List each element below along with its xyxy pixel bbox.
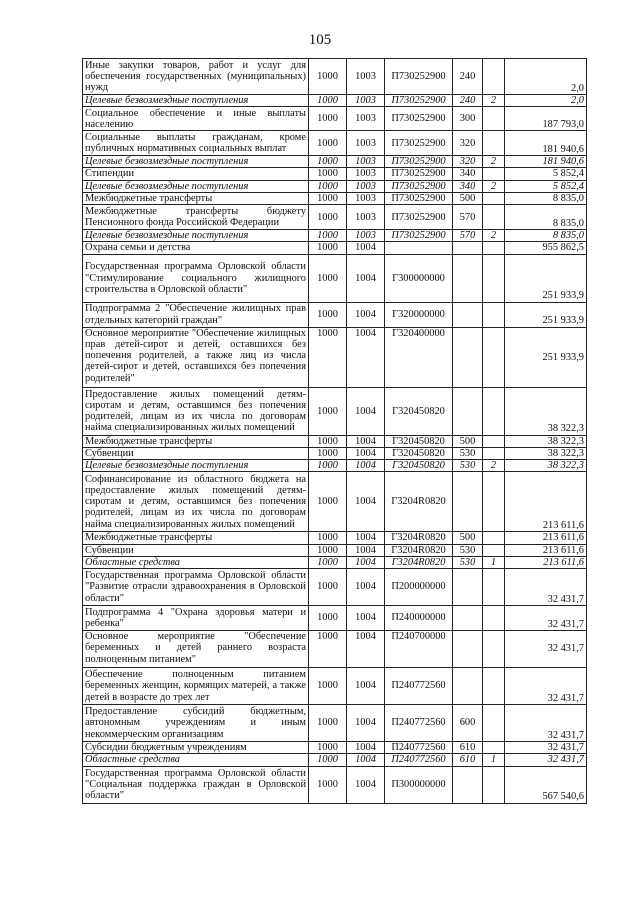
amount-cell: 251 933,9 bbox=[505, 327, 587, 387]
subsection-code-cell: 1004 bbox=[347, 754, 385, 766]
target-article-code-cell: П240700000 bbox=[385, 631, 453, 668]
amount-cell: 187 793,0 bbox=[505, 107, 587, 131]
expense-type-code-cell bbox=[453, 766, 483, 803]
section-code-cell: 1000 bbox=[309, 107, 347, 131]
funding-source-code-cell: 2 bbox=[483, 95, 505, 107]
subsection-code-cell: 1004 bbox=[347, 242, 385, 254]
expense-type-code-cell bbox=[453, 302, 483, 327]
expense-type-code-cell: 530 bbox=[453, 447, 483, 459]
section-code-cell: 1000 bbox=[309, 254, 347, 302]
table-row bbox=[83, 742, 587, 754]
section-code-cell: 1000 bbox=[309, 230, 347, 242]
table-row bbox=[83, 95, 587, 107]
funding-source-code-cell bbox=[483, 242, 505, 254]
table-row bbox=[83, 131, 587, 156]
section-code-cell: 1000 bbox=[309, 387, 347, 435]
row-name-cell: Стипендии bbox=[83, 168, 309, 180]
target-article-code-cell: П730252900 bbox=[385, 95, 453, 107]
table-row bbox=[83, 387, 587, 435]
expense-type-code-cell bbox=[453, 254, 483, 302]
amount-cell: 5 852,4 bbox=[505, 180, 587, 192]
section-code-cell: 1000 bbox=[309, 742, 347, 754]
funding-source-code-cell bbox=[483, 606, 505, 631]
row-name-cell: Целевые безвозмездные поступления bbox=[83, 460, 309, 472]
section-code-cell: 1000 bbox=[309, 447, 347, 459]
subsection-code-cell: 1004 bbox=[347, 254, 385, 302]
subsection-code-cell: 1004 bbox=[347, 742, 385, 754]
subsection-code-cell: 1004 bbox=[347, 435, 385, 447]
expense-type-code-cell bbox=[453, 327, 483, 387]
amount-cell: 213 611,6 bbox=[505, 556, 587, 568]
table-row bbox=[83, 192, 587, 204]
target-article-code-cell: Г300000000 bbox=[385, 254, 453, 302]
subsection-code-cell: 1003 bbox=[347, 59, 385, 95]
subsection-code-cell: 1004 bbox=[347, 532, 385, 544]
subsection-code-cell: 1004 bbox=[347, 460, 385, 472]
target-article-code-cell: П240772560 bbox=[385, 705, 453, 742]
table-row bbox=[83, 59, 587, 95]
expense-type-code-cell: 610 bbox=[453, 742, 483, 754]
row-name-cell: Государственная программа Орловской области "Стимулирование социального жилищного строительства в Орловской области" bbox=[83, 254, 309, 302]
target-article-code-cell: П240772560 bbox=[385, 668, 453, 705]
expense-type-code-cell: 500 bbox=[453, 532, 483, 544]
expense-type-code-cell: 600 bbox=[453, 705, 483, 742]
funding-source-code-cell bbox=[483, 302, 505, 327]
funding-source-code-cell bbox=[483, 168, 505, 180]
section-code-cell: 1000 bbox=[309, 435, 347, 447]
subsection-code-cell: 1004 bbox=[347, 544, 385, 556]
target-article-code-cell: П730252900 bbox=[385, 168, 453, 180]
subsection-code-cell: 1003 bbox=[347, 168, 385, 180]
expense-type-code-cell: 340 bbox=[453, 168, 483, 180]
amount-cell: 213 611,6 bbox=[505, 532, 587, 544]
table-row bbox=[83, 242, 587, 254]
row-name-cell: Межбюджетные трансферты бюджету Пенсионного фонда Российской Федерации bbox=[83, 205, 309, 230]
row-name-cell: Предоставление жилых помещений детям-сиротам и детям, оставшимся без попечения родителей, лицам из их числа по договорам найма специализированных жилых помещений bbox=[83, 387, 309, 435]
subsection-code-cell: 1004 bbox=[347, 668, 385, 705]
subsection-code-cell: 1004 bbox=[347, 472, 385, 532]
expense-type-code-cell: 530 bbox=[453, 544, 483, 556]
row-name-cell: Целевые безвозмездные поступления bbox=[83, 180, 309, 192]
amount-cell: 38 322,3 bbox=[505, 387, 587, 435]
target-article-code-cell: Г320450820 bbox=[385, 460, 453, 472]
amount-cell: 251 933,9 bbox=[505, 254, 587, 302]
row-name-cell: Иные закупки товаров, работ и услуг для обеспечения государственных (муниципальных) нужд bbox=[83, 59, 309, 95]
amount-cell: 567 540,6 bbox=[505, 766, 587, 803]
funding-source-code-cell bbox=[483, 447, 505, 459]
target-article-code-cell: П200000000 bbox=[385, 569, 453, 606]
expense-type-code-cell bbox=[453, 472, 483, 532]
expense-type-code-cell: 320 bbox=[453, 131, 483, 156]
target-article-code-cell: П240000000 bbox=[385, 606, 453, 631]
subsection-code-cell: 1004 bbox=[347, 631, 385, 668]
expense-type-code-cell: 570 bbox=[453, 230, 483, 242]
section-code-cell: 1000 bbox=[309, 302, 347, 327]
table-row bbox=[83, 705, 587, 742]
row-name-cell: Основное мероприятие "Обеспечение жилищных прав детей-сирот и детей, оставшихся без попечения родителей, а также лиц из числа детей-сирот и детей, оставшихся без попечения родителей" bbox=[83, 327, 309, 387]
table-row bbox=[83, 302, 587, 327]
table-row bbox=[83, 327, 587, 387]
expense-type-code-cell: 530 bbox=[453, 556, 483, 568]
subsection-code-cell: 1004 bbox=[347, 327, 385, 387]
section-code-cell: 1000 bbox=[309, 131, 347, 156]
table-row bbox=[83, 230, 587, 242]
expense-type-code-cell bbox=[453, 569, 483, 606]
amount-cell: 32 431,7 bbox=[505, 606, 587, 631]
target-article-code-cell: П730252900 bbox=[385, 59, 453, 95]
row-name-cell: Областные средства bbox=[83, 556, 309, 568]
target-article-code-cell: П730252900 bbox=[385, 131, 453, 156]
amount-cell: 213 611,6 bbox=[505, 544, 587, 556]
row-name-cell: Софинансирование из областного бюджета на предоставление жилых помещений детям-сиротам и детям, оставшимся без попечения родителей, лицам из их числа по договорам найма специализированных жилых помещений bbox=[83, 472, 309, 532]
expense-type-code-cell bbox=[453, 606, 483, 631]
amount-cell: 8 835,0 bbox=[505, 230, 587, 242]
amount-cell: 251 933,9 bbox=[505, 302, 587, 327]
funding-source-code-cell bbox=[483, 59, 505, 95]
funding-source-code-cell bbox=[483, 631, 505, 668]
section-code-cell: 1000 bbox=[309, 532, 347, 544]
section-code-cell: 1000 bbox=[309, 156, 347, 168]
funding-source-code-cell bbox=[483, 131, 505, 156]
funding-source-code-cell bbox=[483, 569, 505, 606]
funding-source-code-cell bbox=[483, 205, 505, 230]
target-article-code-cell: Г320450820 bbox=[385, 387, 453, 435]
row-name-cell: Предоставление субсидий бюджетным, автономным учреждениям и иным некоммерческим организациям bbox=[83, 705, 309, 742]
section-code-cell: 1000 bbox=[309, 460, 347, 472]
expense-type-code-cell: 500 bbox=[453, 435, 483, 447]
section-code-cell: 1000 bbox=[309, 180, 347, 192]
target-article-code-cell: Г320000000 bbox=[385, 302, 453, 327]
subsection-code-cell: 1003 bbox=[347, 156, 385, 168]
subsection-code-cell: 1004 bbox=[347, 556, 385, 568]
target-article-code-cell: Г3204R0820 bbox=[385, 556, 453, 568]
budget-table bbox=[82, 58, 587, 804]
section-code-cell: 1000 bbox=[309, 668, 347, 705]
target-article-code-cell: Г3204R0820 bbox=[385, 472, 453, 532]
target-article-code-cell: П730252900 bbox=[385, 156, 453, 168]
expense-type-code-cell: 500 bbox=[453, 192, 483, 204]
table-row bbox=[83, 472, 587, 532]
subsection-code-cell: 1003 bbox=[347, 180, 385, 192]
funding-source-code-cell bbox=[483, 532, 505, 544]
section-code-cell: 1000 bbox=[309, 631, 347, 668]
amount-cell: 38 322,3 bbox=[505, 435, 587, 447]
amount-cell: 8 835,0 bbox=[505, 192, 587, 204]
target-article-code-cell bbox=[385, 242, 453, 254]
expense-type-code-cell: 320 bbox=[453, 156, 483, 168]
table-row bbox=[83, 569, 587, 606]
expense-type-code-cell: 610 bbox=[453, 754, 483, 766]
row-name-cell: Охрана семьи и детства bbox=[83, 242, 309, 254]
funding-source-code-cell bbox=[483, 327, 505, 387]
funding-source-code-cell bbox=[483, 766, 505, 803]
subsection-code-cell: 1004 bbox=[347, 606, 385, 631]
expense-type-code-cell: 240 bbox=[453, 95, 483, 107]
section-code-cell: 1000 bbox=[309, 472, 347, 532]
funding-source-code-cell bbox=[483, 387, 505, 435]
amount-cell: 32 431,7 bbox=[505, 631, 587, 668]
amount-cell: 8 835,0 bbox=[505, 205, 587, 230]
section-code-cell: 1000 bbox=[309, 569, 347, 606]
amount-cell: 181 940,6 bbox=[505, 131, 587, 156]
row-name-cell: Межбюджетные трансферты bbox=[83, 435, 309, 447]
funding-source-code-cell bbox=[483, 705, 505, 742]
table-row bbox=[83, 556, 587, 568]
table-row bbox=[83, 254, 587, 302]
table-row bbox=[83, 766, 587, 803]
row-name-cell: Целевые безвозмездные поступления bbox=[83, 230, 309, 242]
target-article-code-cell: П730252900 bbox=[385, 192, 453, 204]
target-article-code-cell: П240772560 bbox=[385, 742, 453, 754]
row-name-cell: Субвенции bbox=[83, 544, 309, 556]
section-code-cell: 1000 bbox=[309, 192, 347, 204]
target-article-code-cell: П300000000 bbox=[385, 766, 453, 803]
section-code-cell: 1000 bbox=[309, 754, 347, 766]
expense-type-code-cell: 530 bbox=[453, 460, 483, 472]
section-code-cell: 1000 bbox=[309, 544, 347, 556]
target-article-code-cell: П240772560 bbox=[385, 754, 453, 766]
funding-source-code-cell bbox=[483, 254, 505, 302]
funding-source-code-cell: 2 bbox=[483, 156, 505, 168]
expense-type-code-cell bbox=[453, 387, 483, 435]
subsection-code-cell: 1003 bbox=[347, 95, 385, 107]
row-name-cell: Основное мероприятие "Обеспечение беременных и детей раннего возраста полноценным питанием" bbox=[83, 631, 309, 668]
section-code-cell: 1000 bbox=[309, 705, 347, 742]
subsection-code-cell: 1003 bbox=[347, 205, 385, 230]
funding-source-code-cell: 1 bbox=[483, 556, 505, 568]
table-row bbox=[83, 754, 587, 766]
funding-source-code-cell: 2 bbox=[483, 460, 505, 472]
expense-type-code-cell: 300 bbox=[453, 107, 483, 131]
row-name-cell: Обеспечение полноценным питанием беременных женщин, кормящих матерей, а также детей в возрасте до трех лет bbox=[83, 668, 309, 705]
row-name-cell: Субсидии бюджетным учреждениям bbox=[83, 742, 309, 754]
table-row bbox=[83, 532, 587, 544]
row-name-cell: Межбюджетные трансферты bbox=[83, 192, 309, 204]
table-row bbox=[83, 606, 587, 631]
expense-type-code-cell bbox=[453, 631, 483, 668]
subsection-code-cell: 1003 bbox=[347, 131, 385, 156]
subsection-code-cell: 1004 bbox=[347, 447, 385, 459]
funding-source-code-cell bbox=[483, 107, 505, 131]
funding-source-code-cell: 1 bbox=[483, 754, 505, 766]
table-row bbox=[83, 668, 587, 705]
funding-source-code-cell bbox=[483, 742, 505, 754]
funding-source-code-cell bbox=[483, 668, 505, 705]
table-row bbox=[83, 180, 587, 192]
target-article-code-cell: П730252900 bbox=[385, 230, 453, 242]
subsection-code-cell: 1004 bbox=[347, 387, 385, 435]
amount-cell: 32 431,7 bbox=[505, 569, 587, 606]
expense-type-code-cell: 570 bbox=[453, 205, 483, 230]
subsection-code-cell: 1004 bbox=[347, 302, 385, 327]
target-article-code-cell: Г3204R0820 bbox=[385, 532, 453, 544]
section-code-cell: 1000 bbox=[309, 766, 347, 803]
amount-cell: 32 431,7 bbox=[505, 742, 587, 754]
target-article-code-cell: Г320400000 bbox=[385, 327, 453, 387]
section-code-cell: 1000 bbox=[309, 168, 347, 180]
row-name-cell: Государственная программа Орловской области "Социальная поддержка граждан в Орловской области" bbox=[83, 766, 309, 803]
funding-source-code-cell bbox=[483, 435, 505, 447]
budget-table-body bbox=[83, 59, 587, 804]
target-article-code-cell: П730252900 bbox=[385, 180, 453, 192]
amount-cell: 213 611,6 bbox=[505, 472, 587, 532]
table-row bbox=[83, 168, 587, 180]
amount-cell: 2,0 bbox=[505, 95, 587, 107]
row-name-cell: Межбюджетные трансферты bbox=[83, 532, 309, 544]
funding-source-code-cell bbox=[483, 472, 505, 532]
target-article-code-cell: Г3204R0820 bbox=[385, 544, 453, 556]
section-code-cell: 1000 bbox=[309, 242, 347, 254]
subsection-code-cell: 1004 bbox=[347, 766, 385, 803]
page-number: 105 bbox=[308, 32, 332, 48]
row-name-cell: Целевые безвозмездные поступления bbox=[83, 95, 309, 107]
table-row bbox=[83, 631, 587, 668]
amount-cell: 181 940,6 bbox=[505, 156, 587, 168]
target-article-code-cell: П730252900 bbox=[385, 205, 453, 230]
target-article-code-cell: Г320450820 bbox=[385, 435, 453, 447]
row-name-cell: Областные средства bbox=[83, 754, 309, 766]
amount-cell: 32 431,7 bbox=[505, 668, 587, 705]
section-code-cell: 1000 bbox=[309, 95, 347, 107]
subsection-code-cell: 1004 bbox=[347, 705, 385, 742]
table-row bbox=[83, 107, 587, 131]
section-code-cell: 1000 bbox=[309, 327, 347, 387]
section-code-cell: 1000 bbox=[309, 59, 347, 95]
expense-type-code-cell: 340 bbox=[453, 180, 483, 192]
amount-cell: 955 862,5 bbox=[505, 242, 587, 254]
amount-cell: 5 852,4 bbox=[505, 168, 587, 180]
expense-type-code-cell bbox=[453, 668, 483, 705]
subsection-code-cell: 1004 bbox=[347, 569, 385, 606]
amount-cell: 32 431,7 bbox=[505, 754, 587, 766]
table-row bbox=[83, 544, 587, 556]
table-row bbox=[83, 156, 587, 168]
expense-type-code-cell: 240 bbox=[453, 59, 483, 95]
amount-cell: 32 431,7 bbox=[505, 705, 587, 742]
funding-source-code-cell: 2 bbox=[483, 180, 505, 192]
subsection-code-cell: 1003 bbox=[347, 107, 385, 131]
amount-cell: 38 322,3 bbox=[505, 460, 587, 472]
row-name-cell: Подпрограмма 2 "Обеспечение жилищных прав отдельных категорий граждан" bbox=[83, 302, 309, 327]
target-article-code-cell: Г320450820 bbox=[385, 447, 453, 459]
funding-source-code-cell: 2 bbox=[483, 230, 505, 242]
section-code-cell: 1000 bbox=[309, 606, 347, 631]
row-name-cell: Государственная программа Орловской области "Развитие отрасли здравоохранения в Орловской области" bbox=[83, 569, 309, 606]
table-row bbox=[83, 435, 587, 447]
funding-source-code-cell bbox=[483, 544, 505, 556]
row-name-cell: Социальные выплаты гражданам, кроме публичных нормативных социальных выплат bbox=[83, 131, 309, 156]
section-code-cell: 1000 bbox=[309, 556, 347, 568]
section-code-cell: 1000 bbox=[309, 205, 347, 230]
subsection-code-cell: 1003 bbox=[347, 230, 385, 242]
row-name-cell: Подпрограмма 4 "Охрана здоровья матери и ребенка" bbox=[83, 606, 309, 631]
row-name-cell: Целевые безвозмездные поступления bbox=[83, 156, 309, 168]
row-name-cell: Субвенции bbox=[83, 447, 309, 459]
expense-type-code-cell bbox=[453, 242, 483, 254]
target-article-code-cell: П730252900 bbox=[385, 107, 453, 131]
amount-cell: 38 322,3 bbox=[505, 447, 587, 459]
funding-source-code-cell bbox=[483, 192, 505, 204]
row-name-cell: Социальное обеспечение и иные выплаты населению bbox=[83, 107, 309, 131]
subsection-code-cell: 1003 bbox=[347, 192, 385, 204]
table-row bbox=[83, 447, 587, 459]
table-row bbox=[83, 460, 587, 472]
amount-cell: 2,0 bbox=[505, 59, 587, 95]
table-row bbox=[83, 205, 587, 230]
